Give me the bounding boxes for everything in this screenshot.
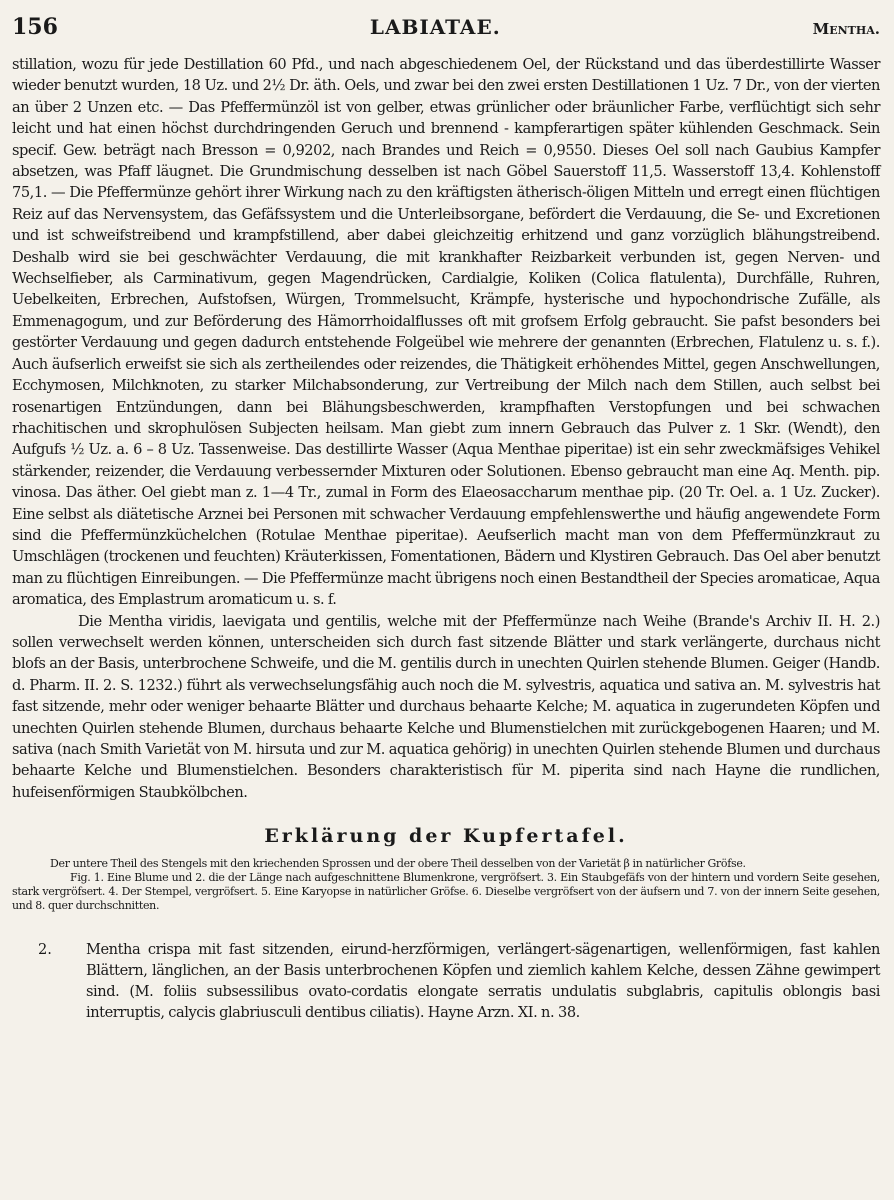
paragraph-usage: stillation, wozu für jede Destillation 60 Pfd., und nach abgeschiedenem Oel, der Rückstand und das überdestillirte Wasser wieder benutzt wurden, 18 Uz. und 2½ Dr. äth. Oels, und zwar bei den zwei ersten Destillationen 1 Uz. 7 Dr., von der vierten an über 2 Unzen etc. — Das Pfeffermünzöl ist von gelber, etwas grünlicher oder bräunlicher Farbe, verflüchtigt sich sehr leicht und hat einen höchst durchdringenden Geruch und brennend - kampferartigen später kühlenden Geschmack. Sein specif. Gew. beträgt nach Bresson = 0,9202, nach Brandes und Reich = 0,9550. Dieses Oel soll nach Gaubius Kampfer absetzen, was Pfaff läugnet. Die Grundmischung desselben ist nach Göbel Sauerstoff 11,5. Wasserstoff 13,4. Kohlenstoff 75,1. — Die Pfeffermünze gehört ihrer Wirkung nach zu den kräftigsten ätherisch-öligen Mitteln und erregt einen flüchtigen Reiz auf das Nervensystem, das Gefäfssystem und die Unterleibsorgane, befördert die Verdauung, die Se- und Excretionen und ist schweifstreibend und krampfstillend, aber dabei gleichzeitig erhitzend und ganz vorzüglich blähungstreibend. Deshalb wird sie bei geschwächter Verdauung, die mit krankhafter Reizbarkeit verbunden ist, gegen Nerven- und Wechselfieber, als Carminativum, gegen Magendrücken, Cardialgie, Koliken (Colica flatulenta), Durchfälle, Ruhren, Uebelkeiten, Erbrechen, Aufstofsen, Würgen, Trommelsucht, Krämpfe, hysterische und hypochondrische Zufälle, als Emmenagogum, und zur Beförderung des Hämorrhoidalflusses oft mit grofsem Erfolg gebraucht. Sie pafst besonders bei gestörter Verdauung und gegen dadurch entstehende Folgeübel wie mehrere der genannten (Erbrechen, Flatulenz u. s. f.). Auch äufserlich erweifst sie sich als zertheilendes oder reizendes, die Thätigkeit erhöhendes Mittel, gegen Anschwellungen, Ecchymosen, Milchknoten, zu starker Milchabsonderung, zur Vertreibung der Milch nach dem Stillen, auch selbst bei rosenartigen Entzündungen, dann bei Blähungsbeschwerden, krampfhaften Verstopfungen und bei schwachen rhachitischen und skrophulösen Subjecten heilsam. Man giebt zum innern Gebrauch das Pulver z. 1 Skr. (Wendt), den Aufgufs ½ Uz. a. 6 – 8 Uz. Tassenweise. Das destillirte Wasser (Aqua Menthae piperitae) ist ein sehr zweckmäfsiges Vehikel stärkender, reizender, die Verdauung verbessernder Mixturen oder Solutionen. Ebenso gebraucht man eine Aq. Menth. pip. vinosa. Das äther. Oel giebt man z. 1—4 Tr., zumal in Form des Elaeosaccharum menthae pip. (20 Tr. Oel. a. 1 Uz. Zucker). Eine selbst als diätetische Arznei bei Personen mit schwacher Verdauung empfehlenswerthe und häufig angewendete Form sind die Pfeffermünzküchelchen (Rotulae Menthae piperitae). Aeufserlich macht man von dem Pfeffermünzkraut zu Umschlägen (trockenen und feuchten) Kräuterkissen, Fomentationen, Bädern und Klystiren Gebrauch. Das Oel aber benutzt man zu flüchtigen Einreibungen. — Die Pfeffermünze macht übrigens noch einen Bestandtheil der Species aromaticae, Aqua aromatica, des Emplastrum aromaticum u. s. f. — [12, 56, 880, 609]
plate-explanation — [12, 857, 880, 913]
species-description: Mentha crispa mit fast sitzenden, eirund-herzförmigen, verlängert-sägenartigen, wellenförmigen, fast kahlen Blättern, länglichen, an der Basis unterbrochenen Köpfen und ziemlich kahlem Kelche, dessen Zähne gewimpert sind. (M. foliis subsessilibus ovato-cordatis elongate serratis undulatis subglabris, capitulis oblongis basi interruptis, calycis glabriusculi dentibus ciliatis). Hayne Arzn. XI. n. 38. — [86, 941, 880, 1022]
running-genus: Mentha. — [812, 20, 880, 38]
plate-heading: Erklärung der Kupfertafel. — [264, 825, 628, 848]
main-text — [12, 54, 880, 803]
plate-paragraph-figures: Fig. 1. Eine Blume und 2. die der Länge nach aufgeschnittene Blumenkrone, vergröfsert. 3. Ein Staubgefäfs von der hintern und vordern Seite gesehen, stark vergröfsert. 4. Der Stempel, vergröfsert. 5. Eine Karyopse in natürlicher Gröfse. 6. Dieselbe vergröfsert von der äufsern und 7. von der innern Seite gesehen, und 8. quer durchschnitten. — [12, 871, 880, 913]
species-number: 2. — [38, 941, 52, 959]
plate-paragraph-intro: Der untere Theil des Stengels mit den kriechenden Sprossen und der obere Theil desselben von der Varietät β in natürlicher Gröfse. — [50, 857, 746, 871]
species-entry — [12, 939, 880, 1023]
page-number: 156 — [12, 14, 58, 40]
running-head — [12, 14, 880, 54]
paragraph-confusion: Die Mentha viridis, laevigata und gentilis, welche mit der Pfeffermünze nach Weihe (Brande's Archiv II. H. 2.) sollen verwechselt werden können, unterscheiden sich durch fast sitzende Blätter und stark verlängerte, durchaus nicht blofs an der Basis, unterbrochene Schweife, und die M. gentilis durch in unechten Quirlen stehende Blumen. Geiger (Handb. d. Pharm. II. 2. S. 1232.) führt als verwechselungsfähig auch noch die M. sylvestris, aquatica und sativa an. M. sylvestris hat fast sitzende, mehr oder weniger behaarte Blätter und durchaus behaarte Kelche; M. aquatica in zugerundeten Köpfen und unechten Quirlen stehende Blumen, durchaus behaarte Kelche und Blumenstielchen mit zurückgebogenen Haaren; und M. sativa (nach Smith Varietät von M. hirsuta und zur M. aquatica gehörig) in unechten Quirlen stehende Blumen und durchaus behaarte Kelche und Blumenstielchen. Besonders charakteristisch für M. piperita sind nach Hayne die rundlichen, hufeisenförmigen Staubkölbchen. — [12, 612, 880, 801]
running-title: LABIATAE. — [369, 15, 501, 39]
